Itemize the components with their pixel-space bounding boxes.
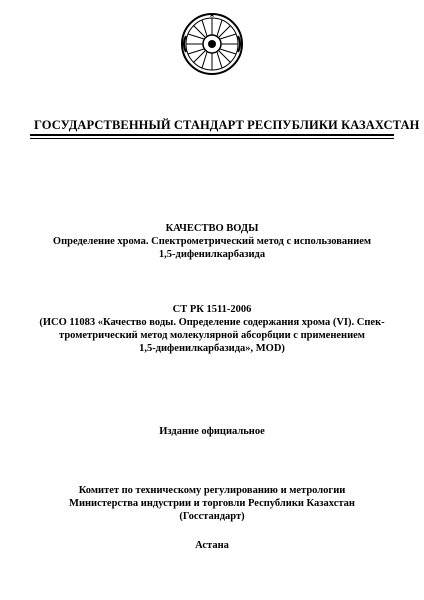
state-emblem-icon <box>180 12 244 76</box>
standard-code: СТ РК 1511-2006 <box>172 304 252 315</box>
publisher-line3: (Госстандарт) <box>179 511 245 522</box>
city-label: Астана <box>195 540 229 551</box>
header-rule-thin <box>30 138 394 139</box>
edition-label: Издание официальное <box>159 426 265 437</box>
publisher-line2: Министерства индустрии и торговли Республики Казахстан <box>69 498 355 509</box>
document-title: КАЧЕСТВО ВОДЫ <box>165 223 259 234</box>
iso-reference-line3: 1,5-дифенилкарбазида», MOD) <box>139 343 285 354</box>
document-subtitle-line1: Определение хрома. Спектрометрический метод с использованием <box>52 236 372 247</box>
publisher-line1: Комитет по техническому регулированию и метрологии <box>78 485 346 496</box>
iso-reference-line2: трометрический метод молекулярной абсорбции с применением <box>59 330 365 341</box>
kazakhstan-state-emblem-icon <box>180 12 244 76</box>
title-block <box>30 222 394 261</box>
document-subtitle-line2: 1,5-дифенилкарбазида <box>158 249 266 260</box>
designation-block <box>30 303 394 355</box>
header-rule-thick <box>30 134 394 136</box>
publisher-block <box>30 484 394 523</box>
iso-reference-line1: (ИСО 11083 «Качество воды. Определение содержания хрома (VI). Спек- <box>39 317 385 328</box>
standard-header: ГОСУДАРСТВЕННЫЙ СТАНДАРТ РЕСПУБЛИКИ КАЗАХСТАН <box>34 118 420 132</box>
